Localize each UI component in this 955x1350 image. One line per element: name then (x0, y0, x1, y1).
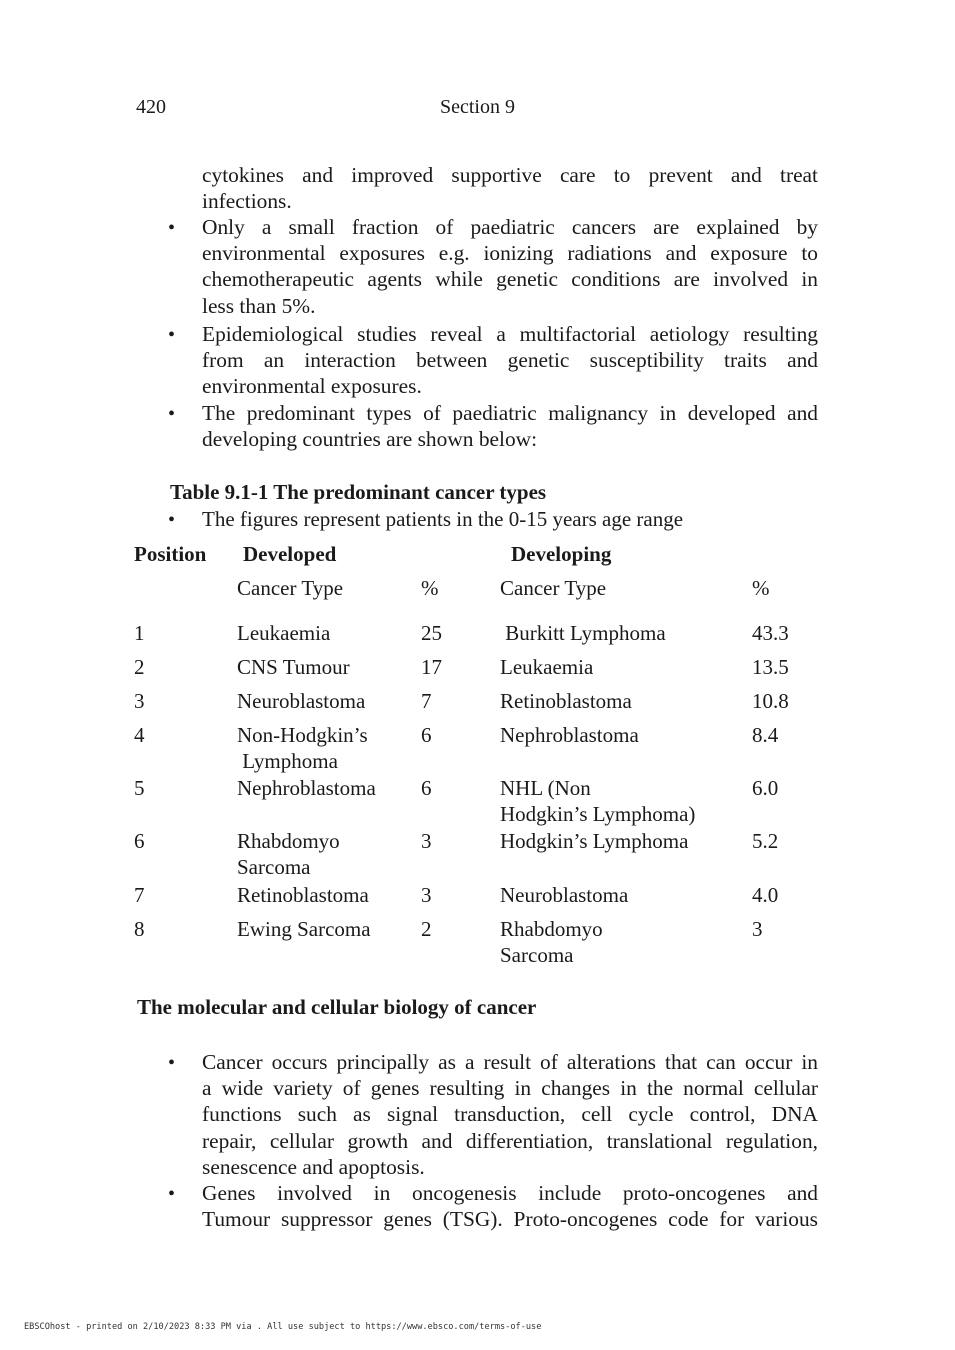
table-cell-developed-percent: 17 (421, 655, 442, 679)
table-cell-position: 2 (134, 655, 145, 679)
table-cell-developing-percent: 4.0 (752, 883, 779, 907)
table-cell-position: 8 (134, 917, 145, 941)
bullet-icon: • (168, 217, 176, 239)
table-cell-developed-type (237, 775, 376, 801)
table-cell-developing-percent: 6.0 (752, 776, 779, 800)
table-cell-developed-type (237, 916, 371, 942)
cell-line: Hodgkin’s Lymphoma (500, 829, 689, 853)
table-cell-developed-percent: 25 (421, 621, 442, 645)
cell-line: Non-Hodgkin’s (237, 723, 368, 747)
table-cell-developing-type (500, 654, 593, 680)
table-cell-position: 1 (134, 621, 145, 645)
table-cell-developed-percent: 6 (421, 776, 432, 800)
text-line: senescence and apoptosis. (202, 1154, 425, 1179)
table-cell-developing-type (500, 916, 603, 968)
cell-line: Retinoblastoma (237, 883, 369, 907)
cell-line: Lymphoma (237, 749, 338, 773)
list-item (202, 1049, 818, 1180)
list-item (202, 321, 818, 400)
text-line: a wide variety of genes resulting in changes in the normal cellular (202, 1076, 818, 1101)
text-line: developing countries are shown below: (202, 427, 538, 452)
table-cell-developing-type (500, 722, 639, 748)
text-line: less than 5%. (202, 293, 316, 318)
table-cell-developed-type (237, 828, 340, 880)
list-item (202, 400, 818, 452)
text-line: environmental exposures. (202, 374, 422, 399)
cell-line: Leukaemia (237, 621, 331, 645)
table-cell-developed-type (237, 620, 330, 646)
table-cell-developing-percent: 13.5 (752, 655, 789, 679)
table-cell-developed-percent: 3 (421, 883, 432, 907)
text-line: Epidemiological studies reveal a multifactorial aetiology resulting (202, 322, 818, 346)
cell-line: Retinoblastoma (500, 689, 632, 713)
table-cell-position: 3 (134, 689, 145, 713)
table-cell-developing-percent: 5.2 (752, 829, 779, 853)
table-cell-position: 5 (134, 776, 145, 800)
table-cell-position: 4 (134, 723, 145, 747)
text-line: functions such as signal transduction, cell cycle control, DNA (202, 1102, 818, 1127)
table-cell-developing-type (500, 775, 695, 827)
table-cell-developed-percent: 7 (421, 689, 432, 713)
text-line: Only a small fraction of paediatric cancers are explained by (202, 215, 818, 239)
cell-line: Burkitt Lymphoma (500, 621, 666, 645)
table-cell-developing-percent: 3 (752, 917, 763, 941)
text-line: Genes involved in oncogenesis include proto-oncogenes and (202, 1181, 818, 1205)
text-line: repair, cellular growth and differentiation, translational regulation, (202, 1128, 818, 1153)
text-line: cytokines and improved supportive care to prevent and treat (202, 163, 818, 187)
cell-line: Sarcoma (500, 943, 574, 967)
subheader-percent-developed: % (421, 576, 439, 600)
page-number: 420 (136, 96, 166, 118)
bullet-icon: • (168, 1052, 176, 1074)
cell-line: Leukaemia (500, 655, 594, 679)
subheader-cancer-type-developed: Cancer Type (237, 576, 344, 600)
cell-line: NHL (Non (500, 776, 591, 800)
paragraph-continued (202, 162, 818, 214)
table-cell-developed-type (237, 654, 350, 680)
table-cell-developed-percent: 6 (421, 723, 432, 747)
cell-line: Neuroblastoma (500, 883, 629, 907)
text-line: Tumour suppressor genes (TSG). Proto-oncogenes code for various (202, 1207, 818, 1232)
table-cell-developed-type (237, 882, 369, 908)
bullet-icon: • (168, 403, 176, 425)
table-cell-developing-type (500, 688, 632, 714)
list-item (202, 214, 818, 319)
text-line: environmental exposures e.g. ionizing radiations and exposure to (202, 241, 818, 266)
cell-line: Hodgkin’s Lymphoma) (500, 802, 696, 826)
table-cell-developing-percent: 10.8 (752, 689, 789, 713)
text-line: chemotherapeutic agents while genetic conditions are involved in (202, 267, 818, 292)
cell-line: Sarcoma (237, 855, 311, 879)
header-developing: Developing (511, 542, 612, 566)
subheader-percent-developing: % (752, 576, 770, 600)
text-line: Cancer occurs principally as a result of alterations that can occur in (202, 1050, 818, 1074)
cell-line: Neuroblastoma (237, 689, 366, 713)
cell-line: Nephroblastoma (500, 723, 639, 747)
list-item (202, 1180, 818, 1232)
text-line: infections. (202, 189, 292, 214)
table-cell-developed-type (237, 688, 365, 714)
text-line: from an interaction between genetic susceptibility traits and (202, 348, 818, 373)
header-position: Position (134, 542, 207, 566)
table-cell-developed-percent: 3 (421, 829, 432, 853)
cell-line: Ewing Sarcoma (237, 917, 371, 941)
text-line: The predominant types of paediatric malignancy in developed and (202, 401, 818, 425)
table-title: Table 9.1-1 The predominant cancer types (170, 480, 547, 504)
cell-line: Rhabdomyo (500, 917, 603, 941)
table-cell-developed-type (237, 722, 368, 774)
cell-line: Nephroblastoma (237, 776, 376, 800)
bullet-icon: • (168, 509, 176, 531)
footer-notice: EBSCOhost - printed on 2/10/2023 8:33 PM via . All use subject to https://www.ebsco.com/terms-of-use (24, 1322, 542, 1332)
header-developed: Developed (243, 542, 337, 566)
table-cell-developing-percent: 8.4 (752, 723, 779, 747)
subheader-cancer-type-developing: Cancer Type (500, 576, 607, 600)
cell-line: CNS Tumour (237, 655, 350, 679)
cell-line: Rhabdomyo (237, 829, 340, 853)
bullet-icon: • (168, 1183, 176, 1205)
bullet-icon: • (168, 324, 176, 346)
table-cell-developing-type (500, 882, 628, 908)
table-cell-position: 6 (134, 829, 145, 853)
running-header: Section 9 (440, 96, 515, 118)
section-heading: The molecular and cellular biology of cancer (137, 995, 537, 1019)
table-note: The figures represent patients in the 0-15 years age range (202, 507, 684, 531)
table-cell-developing-type (500, 828, 688, 854)
table-cell-developing-type (500, 620, 666, 646)
table-cell-developed-percent: 2 (421, 917, 432, 941)
table-cell-developing-percent: 43.3 (752, 621, 789, 645)
table-cell-position: 7 (134, 883, 145, 907)
